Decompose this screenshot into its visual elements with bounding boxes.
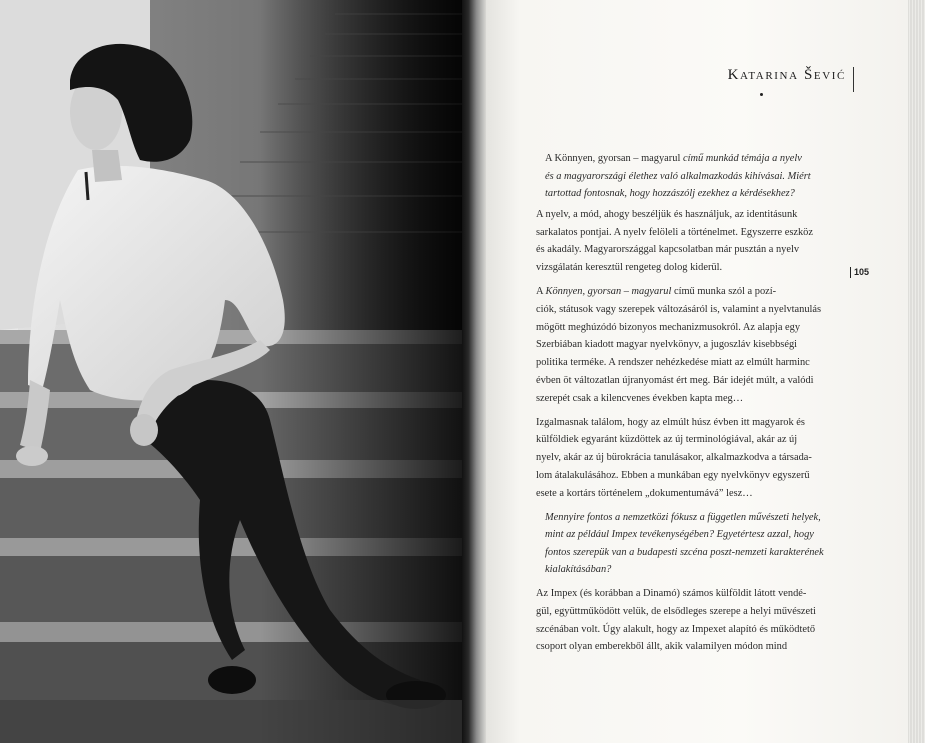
answer-1-line: vizsgálatán keresztül rengeteg dolog kiderül.	[536, 262, 723, 274]
answer-3-line: nyelv, akár az új bürokrácia tanulásakor, alkalmazkodva a társada-	[536, 452, 812, 464]
answer-4-line: gül, együttműködött velük, de elsődleges szerepe a helyi művészeti	[536, 605, 816, 617]
text-segment: politika terméke. A rendszer nehézkedése miatt az elmúlt harminc	[536, 357, 810, 369]
answer-1-line: A nyelv, a mód, ahogy beszéljük és használjuk, az identitásunk	[536, 208, 798, 220]
question-1-line	[545, 168, 864, 186]
answer-4-line: Az Impex (és korábban a Dinamó) számos külföldit látott vendé-	[536, 587, 807, 599]
author-name: Katarina Šević	[727, 67, 846, 83]
text-segment: Könnyen, gyorsan – magyarul	[545, 285, 672, 297]
question-2-line: mint az például Impex tevékenységében? Egyetértesz azzal, hogy	[545, 529, 814, 541]
text-segment: évben öt változatlan újranyomást ért meg. Bár idejét múlt, a valódi	[536, 374, 814, 386]
text-segment: A Könnyen, gyorsan – magyarul	[545, 153, 683, 164]
answer-3-line: Izgalmasnak találom, hogy az elmúlt húsz évben itt magyarok és	[536, 416, 805, 428]
text-segment: című munka szól a pozí-	[671, 285, 777, 297]
interview-text	[536, 150, 864, 656]
text-segment: tartottad fontosnak, hogy hozzászólj ezekhez a kérdésekhez?	[545, 188, 795, 200]
question-1	[536, 150, 864, 203]
question-2-line: fontos szerepük van a budapesti szcéna poszt-nemzeti karakterének	[545, 546, 824, 558]
answer-4-line: szcénában volt. Úgy alakult, hogy az Impexet alapító és működtető	[536, 623, 816, 635]
answer-2-line	[536, 390, 864, 408]
answer-2	[536, 283, 864, 408]
answer-1-line: és akadály. Magyarországgal kapcsolatban már pusztán a nyelv	[536, 244, 800, 256]
header-ornament	[760, 93, 763, 96]
header-rule	[853, 67, 854, 92]
page-number-text: 105	[854, 267, 870, 277]
question-2-line: Mennyire fontos a nemzetközi fókusz a független művészeti helyek,	[545, 511, 821, 523]
question-1-line	[545, 150, 864, 168]
answer-3-line: esete a kortárs történelem „dokumentumává” lesz…	[536, 487, 753, 499]
text-segment: A	[536, 285, 546, 297]
text-segment: Szerbiában kiadott magyar nyelvkönyv, a jugoszláv kisebbségi	[536, 339, 798, 351]
answer-3-line: külföldiek egyaránt küzdöttek az új terminológiával, akár az új	[536, 434, 798, 446]
answer-2-line	[536, 336, 864, 354]
answer-3	[536, 414, 864, 503]
answer-2-line	[536, 372, 864, 390]
answer-3-line: lom átalakulásához. Ebben a munkában egy nyelvkönyv egyszerű	[536, 469, 810, 481]
running-header	[722, 63, 882, 93]
answer-4-line: csoport olyan emberekből állt, akik valamilyen módon mind	[536, 641, 788, 653]
question-2	[536, 509, 864, 579]
question-1-line	[545, 185, 864, 203]
answer-4	[536, 585, 864, 656]
question-2-line: kialakításában?	[545, 564, 612, 576]
answer-2-line	[536, 301, 864, 319]
page-edge	[908, 0, 925, 743]
answer-2-line	[536, 319, 864, 337]
text-segment: ciók, státusok vagy szerepek változásáról is, valamint a nyelvtanulás	[536, 303, 822, 315]
answer-1-line: sarkalatos pontjai. A nyelv felöleli a történelmet. Egyszerre eszköz	[536, 226, 813, 238]
answer-1	[536, 206, 864, 277]
book-gutter	[462, 0, 488, 743]
text-segment: szerepét csak a kilencvenes években kapta meg…	[536, 392, 744, 404]
answer-2-line	[536, 283, 864, 301]
text-segment: mögött meghúzódó bizonyos mechanizmusokról. Az alapja egy	[536, 321, 801, 333]
text-segment: című munkád témája a nyelv	[682, 153, 802, 164]
answer-2-line	[536, 354, 864, 372]
text-segment: és a magyarországi élethez való alkalmazkodás kihívásai. Miért	[545, 170, 811, 182]
